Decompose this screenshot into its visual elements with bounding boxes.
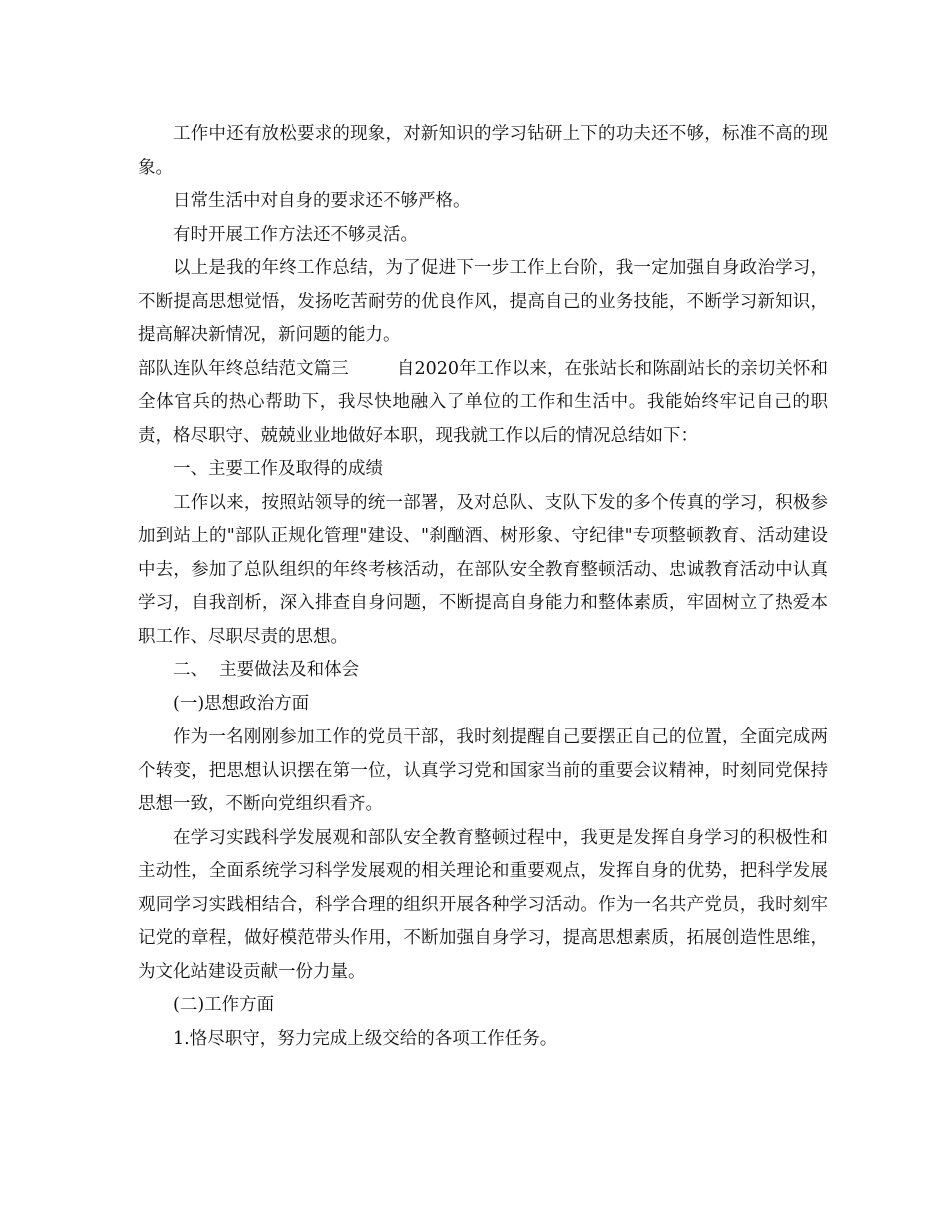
heading-practices: 二、 主要做法及和体会: [173, 660, 360, 680]
paragraph: 在学习实践科学发展观和部队安全教育整顿过程中，我更是发挥自身学习的积极性和主动性，全面系统学习科学发展观的相关理论和重要观点，发挥自身的优势，把科学发展观同学习实践相结合，科学合理的组织开展各种学习活动。作为一名共产党员，我时刻牢记党的章程，做好模范带头作用，不断加强自身学习，提高思想素质，拓展创造性思维，为文化站建设贡献一份力量。: [138, 827, 828, 982]
paragraph: 日常生活中对自身的要求还不够严格。: [173, 191, 471, 211]
heading-main-work: 一、主要工作及取得的成绩: [173, 459, 383, 479]
section-text: 自2020年工作以来，在张站长和陈副站长的亲切关怀和全体官兵的热心帮助下，我尽快地融入了单位的工作和生活中。我能始终牢记自己的职责，格尽职守、兢兢业业地做好本职，现我就工作以后的情况总结如下：: [138, 358, 828, 446]
paragraph: 以上是我的年终工作总结，为了促进下一步工作上台阶，我一定加强自身政治学习，不断提高思想觉悟，发扬吃苦耐劳的优良作风，提高自己的业务技能，不断学习新知识，提高解决新情况，新问题的能力。: [138, 258, 828, 345]
section-paragraph: [138, 353, 828, 454]
subheading-work: (二)工作方面: [173, 995, 275, 1015]
paragraph: 工作中还有放松要求的现象，对新知识的学习钻研上下的功夫还不够，标准不高的现象。: [138, 124, 828, 178]
paragraph: 工作以来，按照站领导的统一部署，及对总队、支队下发的多个传真的学习，积极参加到站上的"部队正规化管理"建设、"刹酗酒、树形象、守纪律"专项整顿教育、活动建设中去，参加了总队组织的年终考核活动，在部队安全教育整顿活动、忠诚教育活动中认真学习，自我剖析，深入排查自身问题，不断提高自身能力和整体素质，牢固树立了热爱本职工作、尽职尽责的思想。: [138, 492, 828, 647]
subheading-ideology: (一)思想政治方面: [173, 693, 310, 714]
paragraph: 作为一名刚刚参加工作的党员干部，我时刻提醒自己要摆正自己的位置，全面完成两个转变，把思想认识摆在第一位，认真学习党和国家当前的重要会议精神，时刻同党保持思想一致，不断向党组织看齐。: [138, 727, 828, 814]
document-body: [138, 118, 828, 1056]
paragraph: 有时开展工作方法还不够灵活。: [173, 224, 418, 245]
paragraph: 1.恪尽职守，努力完成上级交给的各项工作任务。: [173, 1028, 558, 1049]
section-title: 部队连队年终总结范文篇三: [138, 358, 349, 379]
